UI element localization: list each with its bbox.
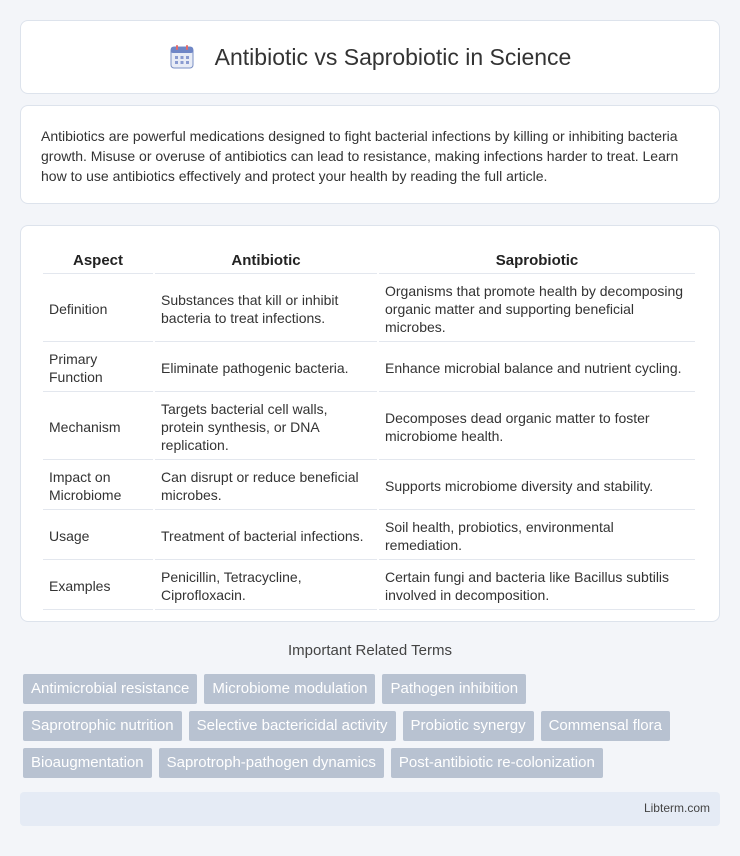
comparison-card (20, 225, 720, 622)
header-antibiotic: Antibiotic (155, 248, 377, 274)
intro-text: Antibiotics are powerful medications designed to fight bacterial infections by killing or inhibiting bacteria growth. Misuse or overuse of antibiotics can lead to resistance, making infections harder to treat. Learn how to use antibiotics effectively and protect your health by reading the full article. (41, 128, 679, 184)
table-cell: Primary Function (43, 344, 153, 392)
table-row (43, 462, 695, 510)
related-term-tag[interactable]: Commensal flora (541, 711, 670, 741)
table-cell: Examples (43, 562, 153, 610)
related-term-tag[interactable]: Microbiome modulation (204, 674, 375, 704)
table-row (43, 562, 695, 610)
intro-card (20, 105, 720, 204)
table-cell: Mechanism (43, 394, 153, 460)
table-cell: Definition (43, 276, 153, 342)
table-cell: Supports microbiome diversity and stability. (379, 462, 695, 510)
footer (20, 792, 720, 826)
table-cell: Enhance microbial balance and nutrient cycling. (379, 344, 695, 392)
table-cell: Impact on Microbiome (43, 462, 153, 510)
table-header-row (43, 248, 695, 274)
page-title: Antibiotic vs Saprobiotic in Science (214, 43, 572, 70)
table-cell: Penicillin, Tetracycline, Ciprofloxacin. (155, 562, 377, 610)
table-row (43, 394, 695, 460)
tag-row (23, 748, 723, 778)
related-terms (23, 674, 723, 785)
table-cell: Certain fungi and bacteria like Bacillus subtilis involved in decomposition. (379, 562, 695, 610)
header-aspect: Aspect (43, 248, 153, 274)
table-row (43, 276, 695, 342)
table-cell: Decomposes dead organic matter to foster microbiome health. (379, 394, 695, 460)
related-term-tag[interactable]: Saprotroph-pathogen dynamics (159, 748, 384, 778)
related-term-tag[interactable]: Probiotic synergy (403, 711, 534, 741)
tag-row (23, 674, 723, 704)
header-saprobiotic: Saprobiotic (379, 248, 695, 274)
footer-site-link[interactable]: Libterm.com (643, 801, 710, 815)
table-cell: Usage (43, 512, 153, 560)
table-cell: Substances that kill or inhibit bacteria to treat infections. (155, 276, 377, 342)
tag-row (23, 711, 723, 741)
table-cell: Organisms that promote health by decomposing organic matter and supporting beneficial microbes. (379, 276, 695, 342)
related-term-tag[interactable]: Selective bactericidal activity (189, 711, 396, 741)
related-term-tag[interactable]: Antimicrobial resistance (23, 674, 197, 704)
table-cell: Soil health, probiotics, environmental remediation. (379, 512, 695, 560)
related-term-tag[interactable]: Saprotrophic nutrition (23, 711, 182, 741)
table-cell: Eliminate pathogenic bacteria. (155, 344, 377, 392)
related-terms-title: Important Related Terms (288, 642, 452, 659)
comparison-table (41, 246, 697, 612)
calendar-icon (169, 44, 195, 70)
table-cell: Can disrupt or reduce beneficial microbes. (155, 462, 377, 510)
table-cell: Treatment of bacterial infections. (155, 512, 377, 560)
table-row (43, 344, 695, 392)
table-cell: Targets bacterial cell walls, protein synthesis, or DNA replication. (155, 394, 377, 460)
related-term-tag[interactable]: Bioaugmentation (23, 748, 152, 778)
table-row (43, 512, 695, 560)
related-term-tag[interactable]: Pathogen inhibition (382, 674, 526, 704)
related-term-tag[interactable]: Post-antibiotic re-colonization (391, 748, 603, 778)
header-card (20, 20, 720, 94)
